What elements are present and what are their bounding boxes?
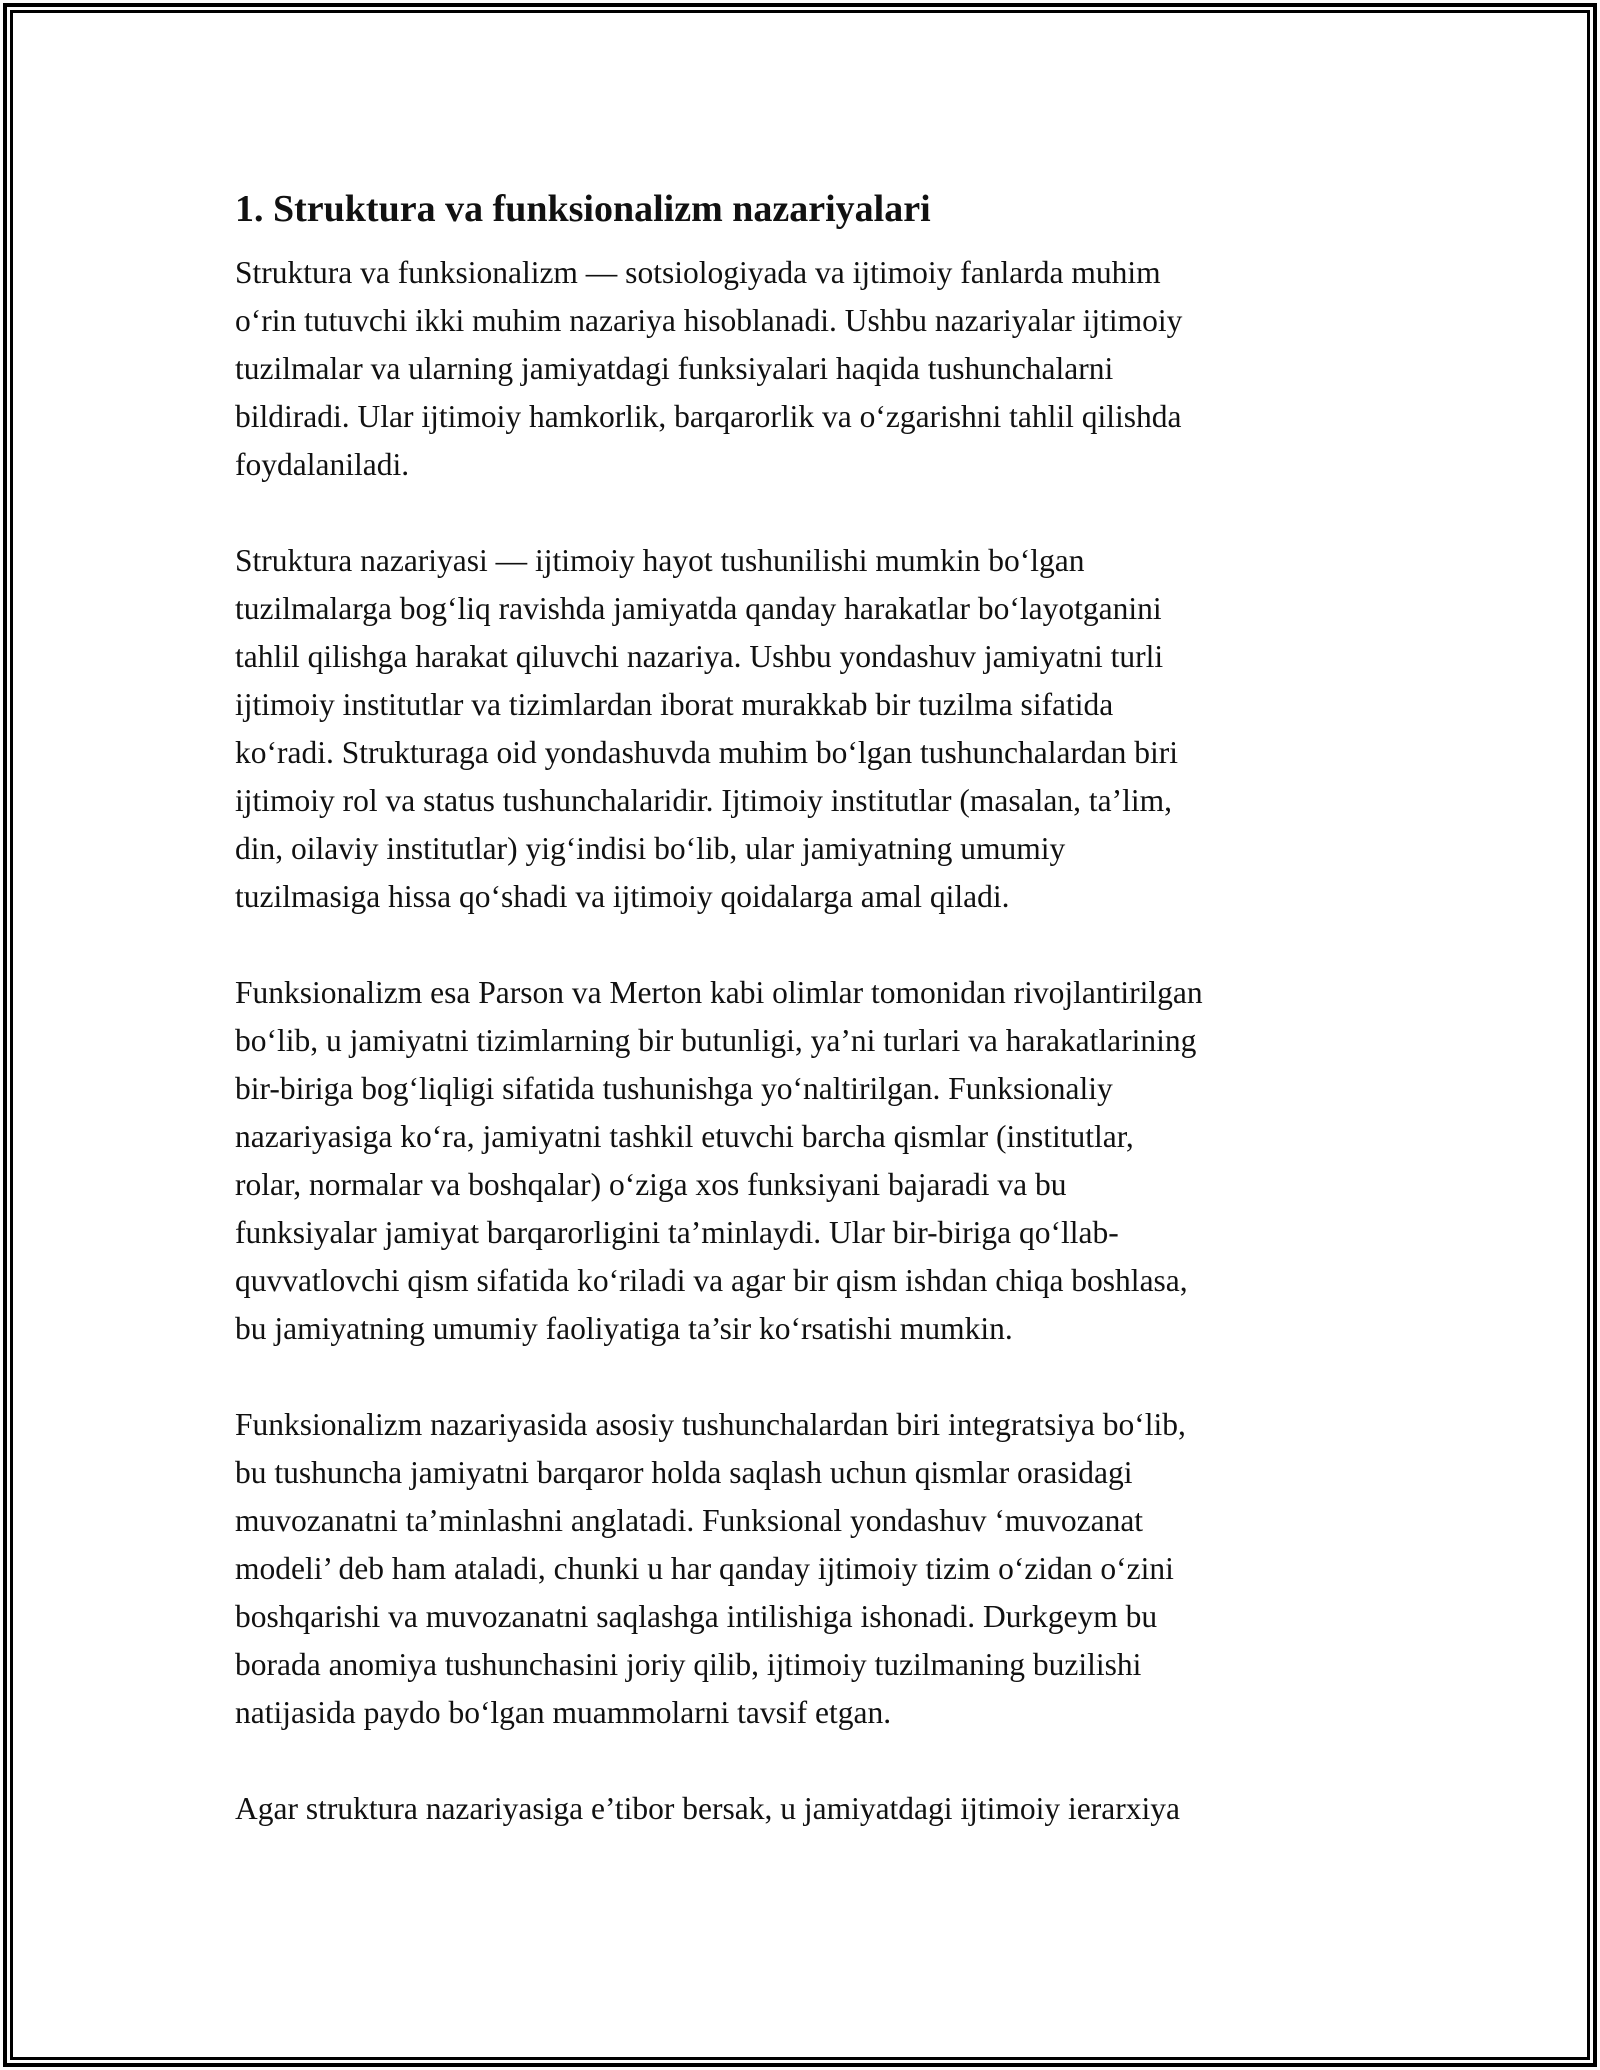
- text-line: bo‘lib, u jamiyatni tizimlarning bir butunligi, ya’ni turlari va harakatlarining: [235, 1023, 1197, 1058]
- text-line: quvvatlovchi qism sifatida ko‘riladi va agar bir qism ishdan chiqa boshlasa,: [235, 1263, 1188, 1298]
- paragraph-2: [235, 537, 1365, 921]
- text-line: natijasida paydo bo‘lgan muammolarni tavsif etgan.: [235, 1695, 892, 1730]
- text-line: boshqarishi va muvozanatni saqlashga intilishiga ishonadi. Durkgeym bu: [235, 1599, 1158, 1634]
- text-line: Funksionalizm nazariyasida asosiy tushunchalardan biri integratsiya bo‘lib,: [235, 1407, 1186, 1442]
- text-line: nazariyasiga ko‘ra, jamiyatni tashkil etuvchi barcha qismlar (institutlar,: [235, 1119, 1134, 1154]
- text-line: bu tushuncha jamiyatni barqaror holda saqlash uchun qismlar orasidagi: [235, 1455, 1133, 1490]
- text-line: foydalaniladi.: [235, 447, 410, 482]
- paragraph-4: [235, 1401, 1365, 1737]
- text-line: bu jamiyatning umumiy faoliyatiga ta’sir ko‘rsatishi mumkin.: [235, 1311, 1013, 1346]
- paragraph-1: [235, 249, 1365, 489]
- text-line: modeli’ deb ham ataladi, chunki u har qanday ijtimoiy tizim o‘zidan o‘zini: [235, 1551, 1174, 1586]
- document-body: [235, 185, 1365, 1881]
- text-line: funksiyalar jamiyat barqarorligini ta’minlaydi. Ular bir-biriga qo‘llab-: [235, 1215, 1119, 1250]
- text-line: ijtimoiy institutlar va tizimlardan iborat murakkab bir tuzilma sifatida: [235, 687, 1114, 722]
- text-line: rolar, normalar va boshqalar) o‘ziga xos funksiyani bajaradi va bu: [235, 1167, 1067, 1202]
- text-line: ko‘radi. Strukturaga oid yondashuvda muhim bo‘lgan tushunchalardan biri: [235, 735, 1179, 770]
- text-line: tahlil qilishga harakat qiluvchi nazariya. Ushbu yondashuv jamiyatni turli: [235, 639, 1164, 674]
- text-line: bildiradi. Ular ijtimoiy hamkorlik, barqarorlik va o‘zgarishni tahlil qilishda: [235, 399, 1182, 434]
- section-heading: 1. Struktura va funksionalizm nazariyalari: [235, 188, 931, 230]
- text-line: muvozanatni ta’minlashni anglatadi. Funksional yondashuv ‘muvozanat: [235, 1503, 1144, 1538]
- text-line: tuzilmalar va ularning jamiyatdagi funksiyalari haqida tushunchalarni: [235, 351, 1114, 386]
- text-line: borada anomiya tushunchasini joriy qilib, ijtimoiy tuzilmaning buzilishi: [235, 1647, 1142, 1682]
- text-line: tuzilmalarga bog‘liq ravishda jamiyatda qanday harakatlar bo‘layotganini: [235, 591, 1162, 626]
- text-line: ijtimoiy rol va status tushunchalaridir. Ijtimoiy institutlar (masalan, ta’lim,: [235, 783, 1172, 818]
- text-line: Struktura va funksionalizm — sotsiologiyada va ijtimoiy fanlarda muhim: [235, 255, 1161, 290]
- paragraph-5: [235, 1785, 1365, 1833]
- text-line: Struktura nazariyasi — ijtimoiy hayot tushunilishi mumkin bo‘lgan: [235, 543, 1085, 578]
- text-line: tuzilmasiga hissa qo‘shadi va ijtimoiy qoidalarga amal qiladi.: [235, 879, 1010, 914]
- text-line: din, oilaviy institutlar) yig‘indisi bo‘lib, ular jamiyatning umumiy: [235, 831, 1066, 866]
- text-line: Funksionalizm esa Parson va Merton kabi olimlar tomonidan rivojlantirilgan: [235, 975, 1203, 1010]
- text-line: Agar struktura nazariyasiga e’tibor bersak, u jamiyatdagi ijtimoiy ierarxiya: [235, 1791, 1180, 1826]
- text-line: bir-biriga bog‘liqligi sifatida tushunishga yo‘naltirilgan. Funksionaliy: [235, 1071, 1113, 1106]
- paragraph-3: [235, 969, 1365, 1353]
- text-line: o‘rin tutuvchi ikki muhim nazariya hisoblanadi. Ushbu nazariyalar ijtimoiy: [235, 303, 1183, 338]
